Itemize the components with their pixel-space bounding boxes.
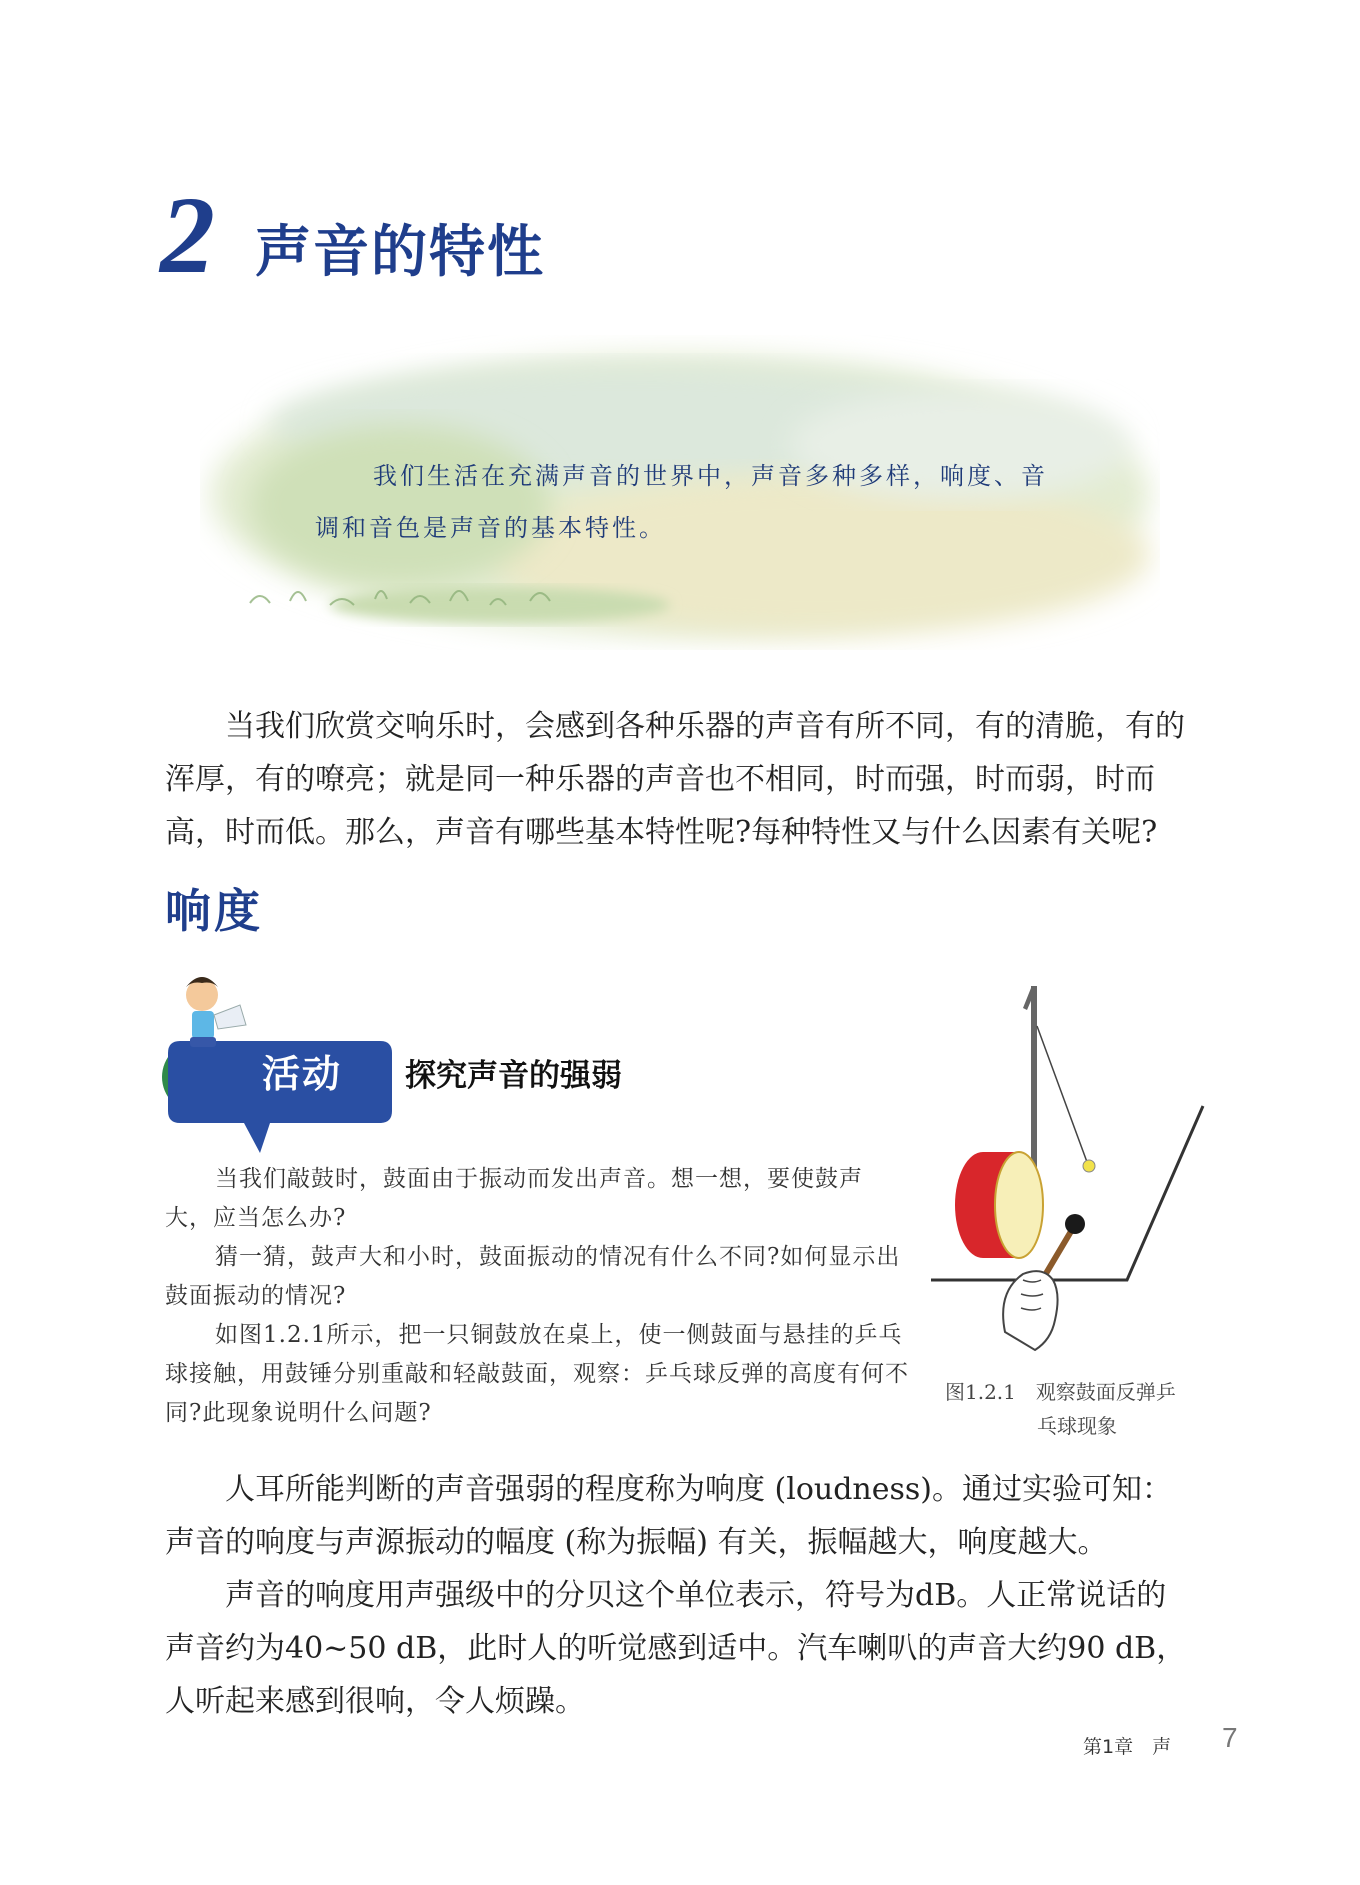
intro-line-2: 调和音色是声音的基本特性。 xyxy=(315,514,666,542)
subheading-loudness: 响度 xyxy=(165,884,263,938)
figure-caption-line-2: 乓球现象 xyxy=(1037,1414,1117,1438)
pingpong-ball xyxy=(1083,1160,1095,1172)
activity-title: 探究声音的强弱 xyxy=(405,1058,622,1094)
intro-text xyxy=(315,450,1085,554)
section-title: 声音的特性 xyxy=(255,220,545,285)
paragraph-1-text: 当我们欣赏交响乐时，会感到各种乐器的声音有所不同，有的清脆，有的浑厚，有的嘹亮；就是同一种乐器的声音也不相同，时而强，时而弱，时而高，时而低。那么，声音有哪些基本特性呢?每种特性又与什么因素有关呢? xyxy=(165,709,1185,850)
page-number: 7 xyxy=(1222,1722,1238,1753)
activity-label: 活动 xyxy=(262,1052,343,1096)
ball-string xyxy=(1037,1026,1087,1162)
activity-paragraph-2: 猜一猜，鼓声大和小时，鼓面振动的情况有什么不同?如何显示出鼓面振动的情况? xyxy=(165,1244,901,1309)
paragraph-2-text: 人耳所能判断的声音强弱的程度称为响度 (loudness)。通过实验可知：声音的响度与声源振动的幅度 (称为振幅) 有关，振幅越大，响度越大。 xyxy=(165,1472,1172,1560)
activity-paragraph-3: 如图1.2.1所示，把一只铜鼓放在桌上，使一侧鼓面与悬挂的乒乓球接触，用鼓锤分别重敲和轻敲鼓面，观察：乒乓球反弹的高度有何不同?此现象说明什么问题? xyxy=(165,1322,909,1426)
drum-head xyxy=(995,1152,1043,1258)
paragraph-2 xyxy=(165,1463,1195,1569)
intro-line-1: 我们生活在充满声音的世界中，声音多种多样，响度、音 xyxy=(373,462,1048,490)
activity-paragraph-1: 当我们敲鼓时，鼓面由于振动而发出声音。想一想，要使鼓声大，应当怎么办? xyxy=(165,1166,863,1231)
figure-caption-line-1: 图1.2.1 观察鼓面反弹乒 xyxy=(945,1380,1176,1404)
paragraph-3 xyxy=(165,1569,1195,1728)
figure-drum-pingpong xyxy=(925,980,1210,1360)
figure-caption xyxy=(945,1375,1205,1443)
paragraph-1 xyxy=(165,700,1195,859)
paragraph-3-text: 声音的响度用声强级中的分贝这个单位表示，符号为dB。人正常说话的声音约为40~50 dB，此时人的听觉感到适中。汽车喇叭的声音大约90 dB，人听起来感到很响，令人烦躁。 xyxy=(165,1578,1187,1719)
activity-body xyxy=(165,1160,910,1433)
mallet-head xyxy=(1065,1214,1085,1234)
footer-chapter: 第1章 声 xyxy=(1083,1736,1172,1758)
section-number: 2 xyxy=(160,174,215,296)
